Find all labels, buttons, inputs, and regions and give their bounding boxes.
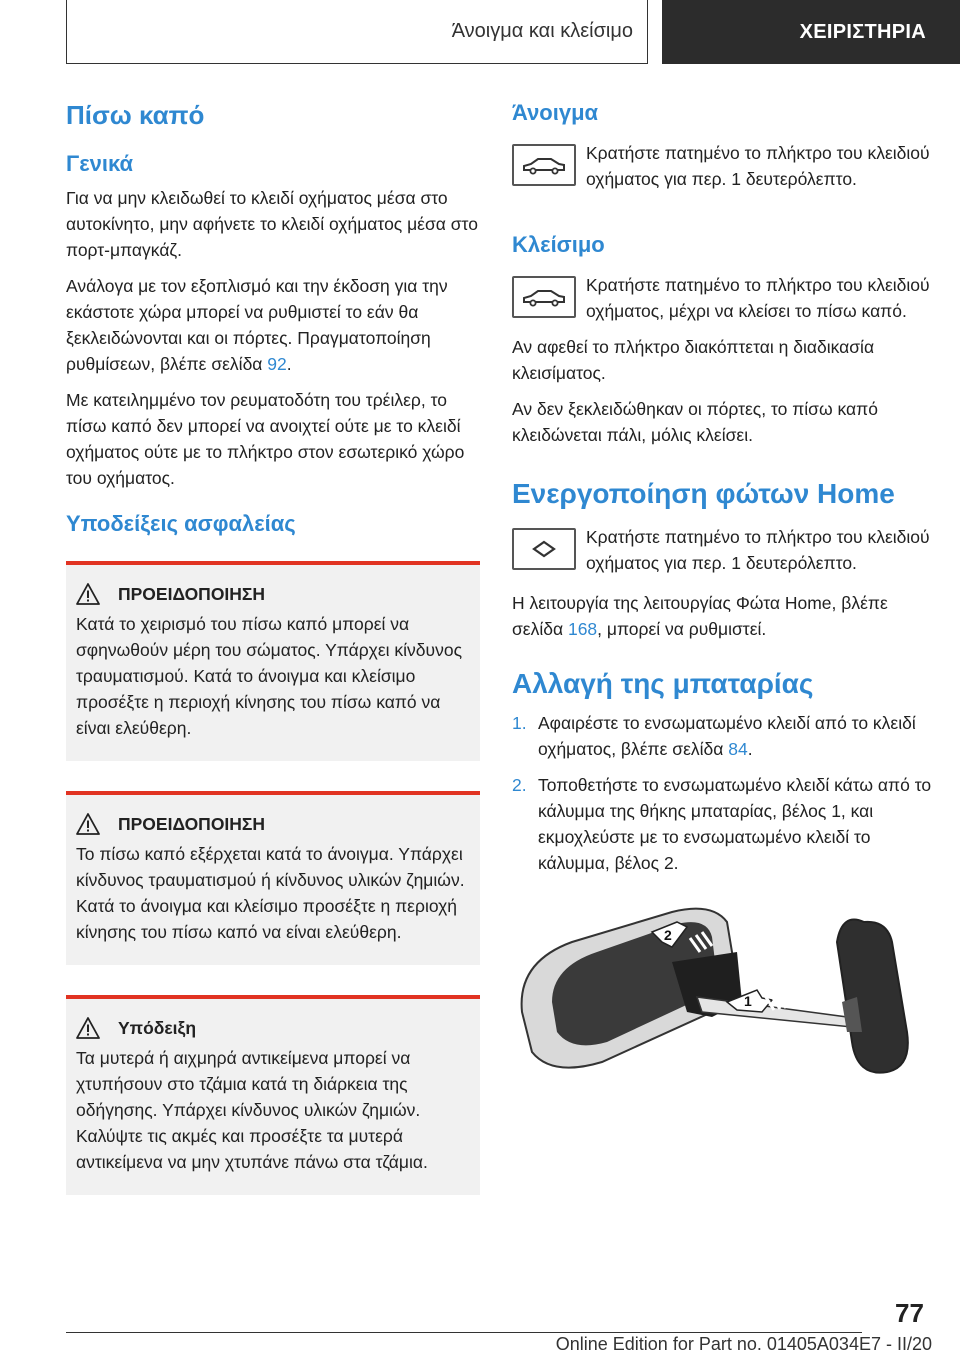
- arrow-1-label: 1: [744, 993, 752, 1009]
- general-heading: Γενικά: [66, 151, 134, 176]
- note-text: Τα μυτερά ή αιχμηρά αντικείμενα μπορεί να χτυπήσουν στο τζάμια κατά τη διάρκεια της οδήγησης. Υπάρχει κίνδυνος υλικών ζημιών. Καλύψτε τις ακμές και προσέξτε τα μυτερά αντικείμενα να μην χτυπάνε πάνω στα τζάμια.: [76, 1048, 428, 1172]
- close-paragraph-2: Αν αφεθεί το πλήκτρο διακόπτεται η διαδικασία κλεισίματος.: [512, 337, 875, 383]
- right-column: [512, 100, 932, 1087]
- close-paragraph-3: Αν δεν ξεκλειδώθηκαν οι πόρτες, το πίσω καπό κλειδώνεται πάλι, μόλις κλείσει.: [512, 399, 878, 445]
- header-chapter-title: ΧΕΙΡΙΣΤΗΡΙΑ: [799, 20, 926, 43]
- page-title: Πίσω καπό: [66, 100, 205, 130]
- header-section-title: Άνοιγμα και κλείσιμο: [451, 20, 633, 42]
- warning-text: Το πίσω καπό εξέρχεται κατά το άνοιγμα. Υπάρχει κίνδυνος τραυματισμού ή κίνδυνος υλικών ζημιών. Κατά το άνοιγμα και κλείσιμο προσέξτε η περιοχή κίνησης του πίσω καπό να είναι ελεύθερη.: [76, 844, 465, 942]
- warning-title: ΠΡΟΕΙΔΟΠΟΙΗΣΗ: [118, 583, 266, 604]
- note-title: Υπόδειξη: [118, 1017, 197, 1038]
- home-lights-icon: [521, 537, 567, 561]
- close-heading: Κλείσιμο: [512, 232, 605, 257]
- key-button-trunk: [512, 276, 576, 318]
- arrow-2-label: 2: [664, 927, 672, 943]
- open-heading: Άνοιγμα: [512, 100, 599, 125]
- key-button-trunk: [512, 144, 576, 186]
- home-lights-heading: Ενεργοποίηση φώτων Home: [512, 478, 895, 509]
- page-link-92[interactable]: 92: [267, 354, 287, 374]
- key-button-home: [512, 528, 576, 570]
- header-chapter: [662, 0, 960, 64]
- step-item: [512, 772, 932, 876]
- open-text: Κρατήστε πατημένο το πλήκτρο του κλειδιού οχήματος για περ. 1 δευτερόλεπτο.: [586, 143, 930, 189]
- warning-box-2: [66, 791, 480, 965]
- step-item: [512, 710, 932, 762]
- open-instruction: [512, 140, 932, 202]
- page-link-168[interactable]: 168: [567, 619, 598, 639]
- close-text: Κρατήστε πατημένο το πλήκτρο του κλειδιού οχήματος, μέχρι να κλείσει το πίσω καπό.: [586, 275, 930, 321]
- note-box: [66, 995, 480, 1195]
- step-number: 1.: [512, 713, 527, 733]
- step-text-end: .: [747, 739, 753, 759]
- warning-triangle-icon: [76, 813, 100, 835]
- warning-triangle-icon: [76, 583, 100, 605]
- home-paragraph-2: [512, 590, 932, 642]
- warning-box-1: [66, 561, 480, 761]
- warning-text: Κατά το χειρισμό του πίσω καπό μπορεί να σφηνωθούν μέρη του σώματος. Υπάρχει κίνδυνος τραυματισμού. Κατά το άνοιγμα και κλείσιμο προσέξτε η περιοχή κίνησης του πίσω καπό να είναι ελεύθερη.: [76, 614, 463, 738]
- battery-heading: Αλλαγή της μπαταρίας: [512, 668, 814, 699]
- battery-steps: [512, 710, 932, 876]
- home-paragraph-2-text: Η λειτουργία της λειτουργίας Φώτα Home, βλέπε σελίδα: [512, 593, 888, 639]
- general-paragraph-3: Με κατειλημμένο τον ρευματοδότη του τρέιλερ, το πίσω καπό δεν μπορεί να ανοιχτεί ούτε με το κλειδί οχήματος ούτε με το πλήκτρο στον εσωτερικό χώρο του οχήματος.: [66, 390, 465, 488]
- key-battery-illustration: [512, 902, 932, 1082]
- general-paragraph-2: [66, 273, 480, 377]
- step-number: 2.: [512, 775, 527, 795]
- footer-divider: [66, 1332, 862, 1333]
- car-trunk-icon: [521, 153, 567, 177]
- general-paragraph-2-end: .: [286, 354, 292, 374]
- home-instruction: [512, 524, 932, 586]
- step-text: [538, 710, 932, 762]
- warning-title: ΠΡΟΕΙΔΟΠΟΙΗΣΗ: [118, 813, 266, 834]
- general-paragraph-1: Για να μην κλειδωθεί το κλειδί οχήματος μέσα στο αυτοκίνητο, μην αφήνετε το κλειδί οχήματος μέσα στο πορτ-μπαγκάζ.: [66, 188, 478, 260]
- close-instruction: [512, 272, 932, 334]
- page-number: 77: [895, 1298, 924, 1328]
- home-paragraph-2-end: , μπορεί να ρυθμιστεί.: [597, 619, 767, 639]
- step-text: Τοποθετήστε το ενσωματωμένο κλειδί κάτω από το κάλυμμα της θήκης μπαταρίας, βέλος 1, και εκμοχλεύστε με το ενσωματωμένο κλειδί το κάλυμμα, βέλος 2.: [538, 775, 932, 873]
- header-section: [66, 0, 648, 64]
- step-text-body: Αφαιρέστε το ενσωματωμένο κλειδί από το κλειδί οχήματος, βλέπε σελίδα: [538, 713, 916, 759]
- safety-heading: Υποδείξεις ασφαλείας: [66, 511, 296, 536]
- left-column: [66, 100, 480, 1225]
- car-trunk-icon: [521, 285, 567, 309]
- warning-triangle-icon: [76, 1017, 100, 1039]
- footer-edition: Online Edition for Part no. 01405A034E7 - II/20: [555, 1334, 932, 1354]
- general-paragraph-2-text: Ανάλογα με τον εξοπλισμό και την έκδοση για την εκάστοτε χώρα μπορεί να ρυθμιστεί το εάν θα ξεκλειδώνονται και οι πόρτες. Πραγματοποίηση ρυθμίσεων, βλέπε σελίδα: [66, 276, 448, 374]
- home-text: Κρατήστε πατημένο το πλήκτρο του κλειδιού οχήματος για περ. 1 δευτερόλεπτο.: [586, 527, 930, 573]
- page-link-84[interactable]: 84: [728, 739, 748, 759]
